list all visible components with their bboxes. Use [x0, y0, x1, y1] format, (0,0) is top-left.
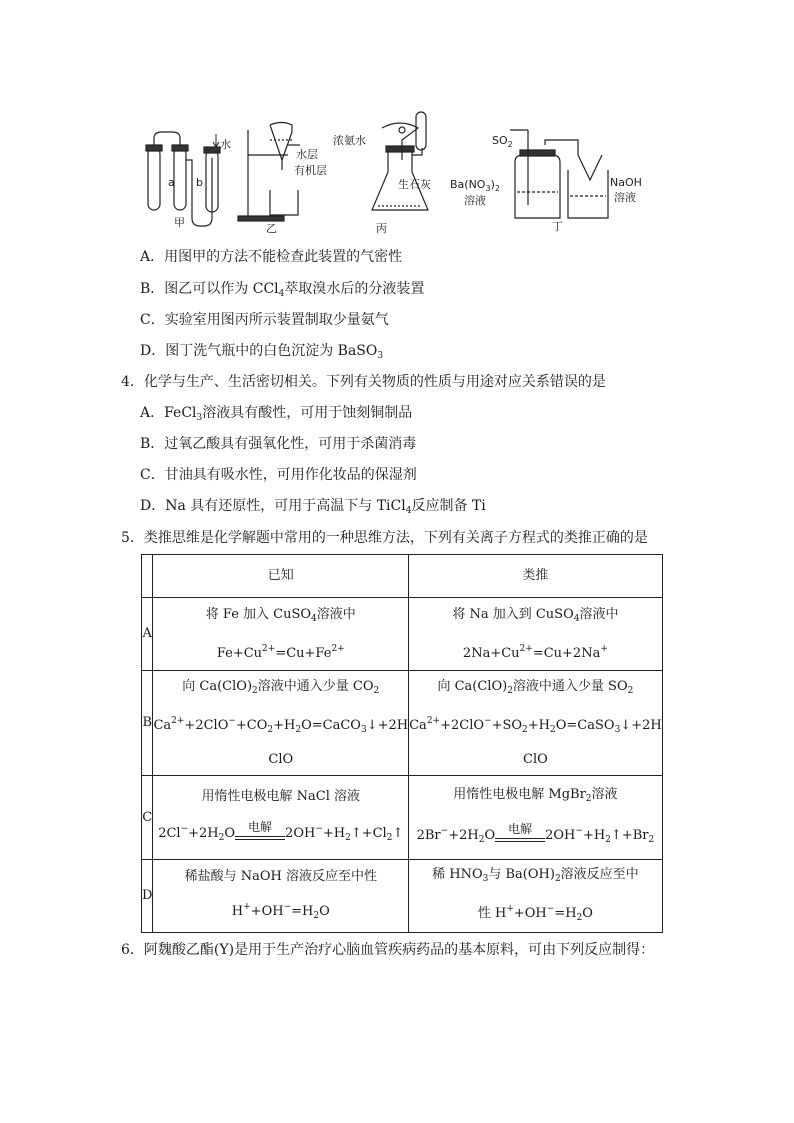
q5-comparison-table [141, 554, 663, 933]
yi-organic-layer-label: 有机层 [294, 164, 327, 177]
q3-option-c: C．实验室用图丙所示装置制取少量氨气 [140, 312, 389, 328]
jia-water-label: 水 [220, 138, 231, 151]
bing-ammonia-label: 浓氨水 [333, 134, 366, 147]
electrolysis-condition: 电解 [495, 826, 545, 846]
q5-stem: 5．类推思维是化学解题中常用的一种思维方法，下列有关离子方程式的类推正确的是 [121, 530, 648, 546]
table-row-a [142, 598, 663, 671]
q3-option-a: A．用图甲的方法不能检查此装置的气密性 [140, 249, 403, 265]
ding-so2-label: $SO_2$ [492, 134, 513, 149]
q4-stem: 4．化学与生产、生活密切相关。下列有关物质的性质与用途对应关系错误的是 [121, 374, 606, 390]
known-cell-c: 用惰性电极电解 NaCl 溶液 $2Cl^-+2H_2O$ 电解 $2OH^-+H_2↑+Cl_2↑$ [153, 776, 409, 860]
jia-a-label: a [168, 176, 175, 189]
analogy-cell-c: 用惰性电极电解 MgBr$_2$溶液 $2Br^-+2H_2O$ 电解 $2OH^-+H_2↑+Br_2$ [409, 776, 663, 860]
drying-tube [416, 112, 426, 150]
ding-naoh-label: NaOH [610, 176, 642, 189]
yi-water-layer-label: 水层 [296, 148, 318, 161]
rubber-tube [186, 158, 212, 226]
test-tube-b [174, 148, 186, 210]
q3-option-b: B．图乙可以作为 CCl$_4$萃取溴水后的分液装置 [140, 281, 425, 299]
row-label-b: B [142, 671, 153, 776]
apparatus-figure [120, 100, 680, 240]
jia-caption: 甲 [174, 216, 185, 229]
table-header-row [142, 555, 663, 598]
test-tube-a [148, 148, 160, 210]
row-label-d: D [142, 860, 153, 933]
table-row-b [142, 671, 663, 776]
ding-bano3-label: $Ba(NO_3)_2$ [450, 178, 500, 193]
separatory-funnel [270, 123, 292, 171]
electrolysis-condition: 电解 [235, 824, 285, 844]
ding-caption: 丁 [552, 220, 563, 233]
jia-b-label: b [196, 176, 203, 189]
analogy-cell-a: 将 Na 加入到 CuSO$_4$溶液中 $2Na+Cu^{2+}=Cu+2Na^+$ [409, 598, 663, 671]
q6-stem: 6．阿魏酸乙酯(Y)是用于生产治疗心脑血管疾病药品的基本原料，可由下列反应制得： [121, 942, 655, 958]
known-cell-b: 向 $Ca(ClO)_2$溶液中通入少量 $CO_2$ $Ca^{2+}+2ClO^-+CO_2+H_2O=CaCO_3↓+2H$ ClO [153, 671, 409, 776]
analogy-cell-d: 稀 $HNO_3$与 $Ba(OH)_2$溶液反应至中 性 $H^++OH^-=H_2O$ [409, 860, 663, 933]
bing-quicklime-label: 生石灰 [398, 178, 431, 191]
known-cell-a: 将 Fe 加入 CuSO$_4$溶液中 $Fe+Cu^{2+}=Cu+Fe^{2+}$ [153, 598, 409, 671]
table-corner-cell [142, 555, 153, 598]
q4-option-a: A．FeCl$_3$溶液具有酸性，可用于蚀刻铜制品 [140, 405, 413, 423]
row-label-a: A [142, 598, 153, 671]
known-cell-d: 稀盐酸与 NaOH 溶液反应至中性 $H^++OH^-=H_2O$ [153, 860, 409, 933]
q4-option-b: B．过氧乙酸具有强氧化性，可用于杀菌消毒 [140, 436, 417, 452]
bing-caption: 丙 [376, 222, 387, 235]
ding-solution1-label: 溶液 [464, 194, 486, 207]
analogy-header: 类推 [409, 555, 663, 598]
q3-option-d: D．图丁洗气瓶中的白色沉淀为 BaSO$_3$ [140, 343, 384, 361]
analogy-cell-b: 向 $Ca(ClO)_2$溶液中通入少量 $SO_2$ $Ca^{2+}+2ClO^-+SO_2+H_2O=CaSO_3↓+2H$ ClO [409, 671, 663, 776]
q4-option-d: D．Na 具有还原性，可用于高温下与 TiCl$_4$反应制备 Ti [140, 498, 486, 516]
table-row-c [142, 776, 663, 860]
table-row-d [142, 860, 663, 933]
q4-option-c: C．甘油具有吸水性，可用作化妆品的保湿剂 [140, 467, 417, 483]
gas-washing-bottle [515, 155, 560, 218]
row-label-c: C [142, 776, 153, 860]
yi-caption: 乙 [266, 222, 277, 235]
ding-solution2-label: 溶液 [614, 191, 636, 204]
known-header: 已知 [153, 555, 409, 598]
